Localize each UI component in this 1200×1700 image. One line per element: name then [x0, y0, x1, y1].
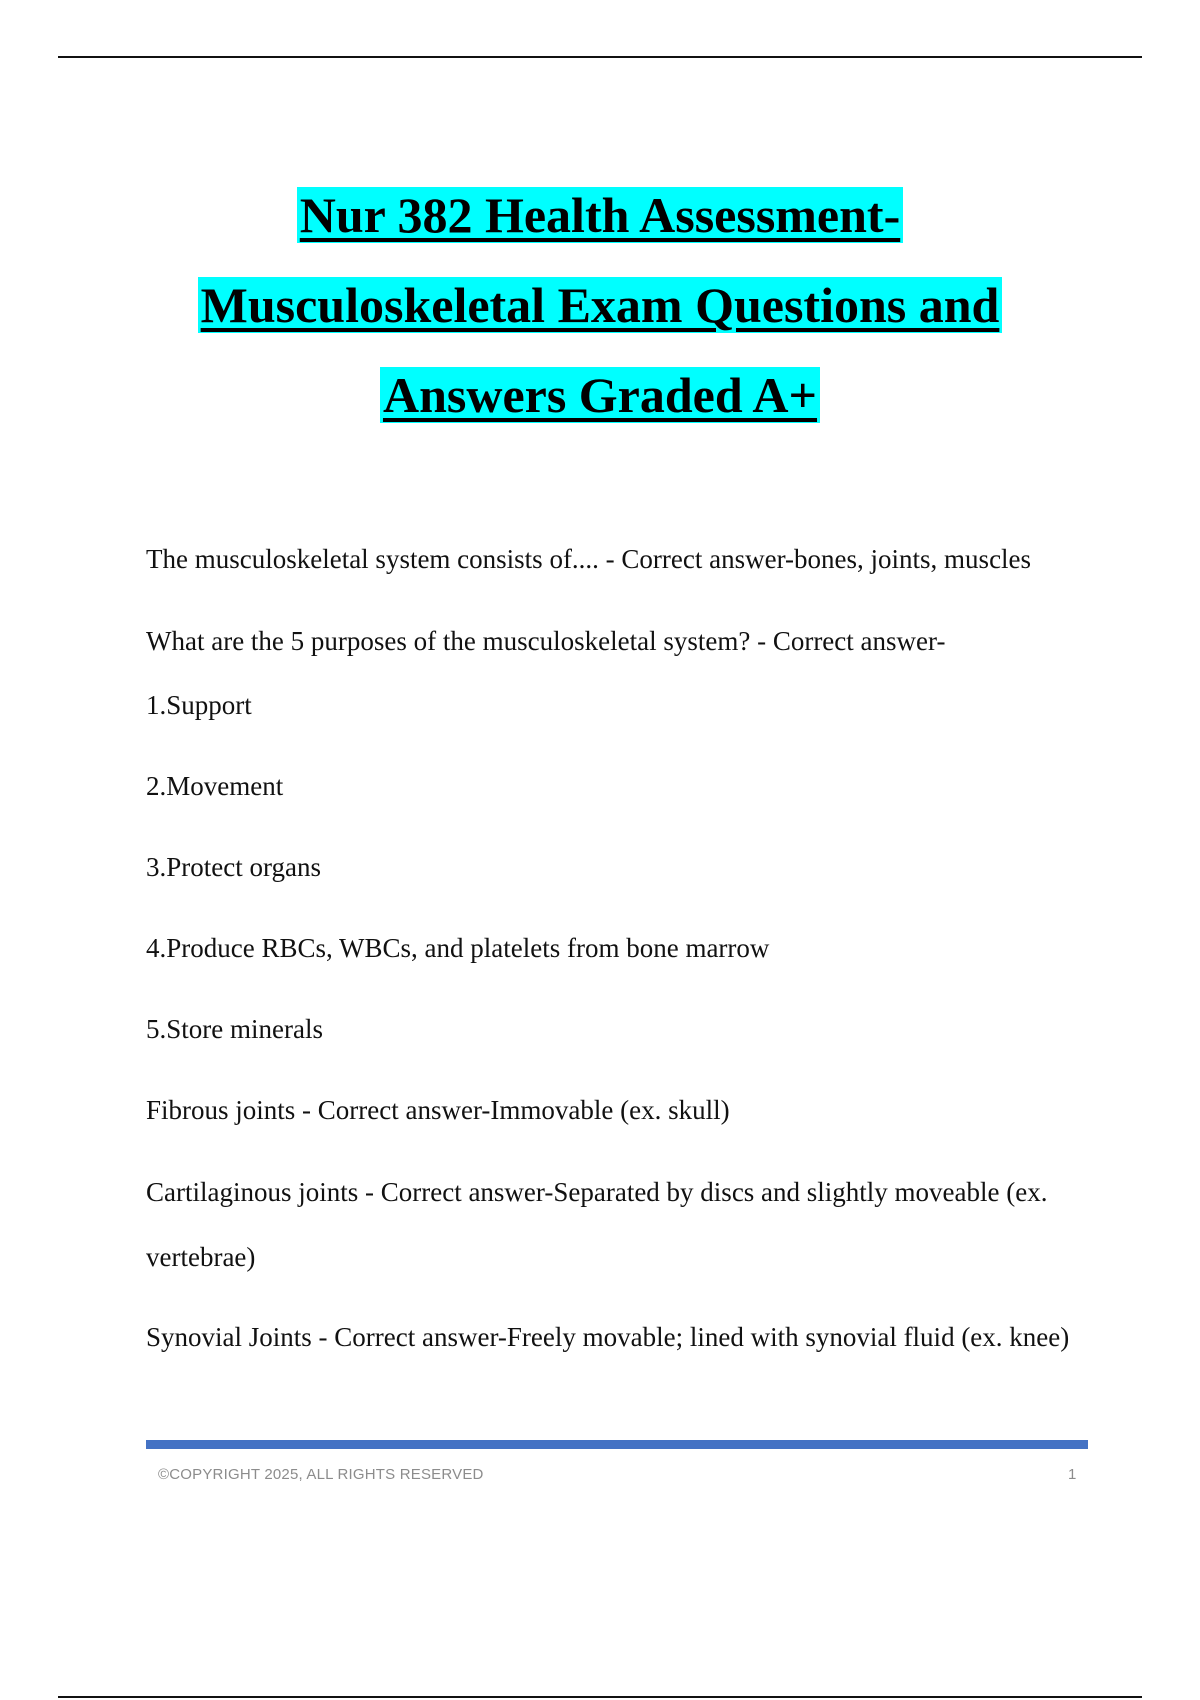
question-cartilaginous-joints: Cartilaginous joints - Correct answer-Separated by discs and slightly moveable (ex. vertebrae) — [146, 1177, 1048, 1272]
list-item: 5.Store minerals — [146, 1014, 323, 1044]
question-synovial-joints: Synovial Joints - Correct answer-Freely movable; lined with synovial fluid (ex. knee) — [146, 1322, 1070, 1352]
document-title — [100, 170, 1100, 440]
title-line-text: Nur 382 Health Assessment- — [297, 187, 903, 243]
top-rule — [58, 56, 1142, 58]
list-item: 1.Support — [146, 690, 252, 720]
bottom-rule — [58, 1696, 1142, 1698]
question-fibrous-joints: Fibrous joints - Correct answer-Immovable (ex. skull) — [146, 1095, 730, 1125]
list-item: 3.Protect organs — [146, 852, 321, 882]
title-line-text: Musculoskeletal Exam Questions and — [198, 277, 1003, 333]
question-consists-of: The musculoskeletal system consists of.... - Correct answer-bones, joints, muscles — [146, 544, 1032, 574]
page-number: 1 — [1068, 1466, 1077, 1483]
title-line — [100, 170, 1100, 260]
title-line — [100, 260, 1100, 350]
footer-bar — [146, 1440, 1088, 1449]
list-item: 2.Movement — [146, 771, 284, 801]
question-purposes: What are the 5 purposes of the musculoskeletal system? - Correct answer- — [146, 626, 946, 656]
list-item: 4.Produce RBCs, WBCs, and platelets from bone marrow — [146, 933, 770, 963]
title-line — [100, 350, 1100, 440]
title-line-text: Answers Graded A+ — [380, 367, 820, 423]
footer-copyright: ©COPYRIGHT 2025, ALL RIGHTS RESERVED — [158, 1466, 484, 1483]
